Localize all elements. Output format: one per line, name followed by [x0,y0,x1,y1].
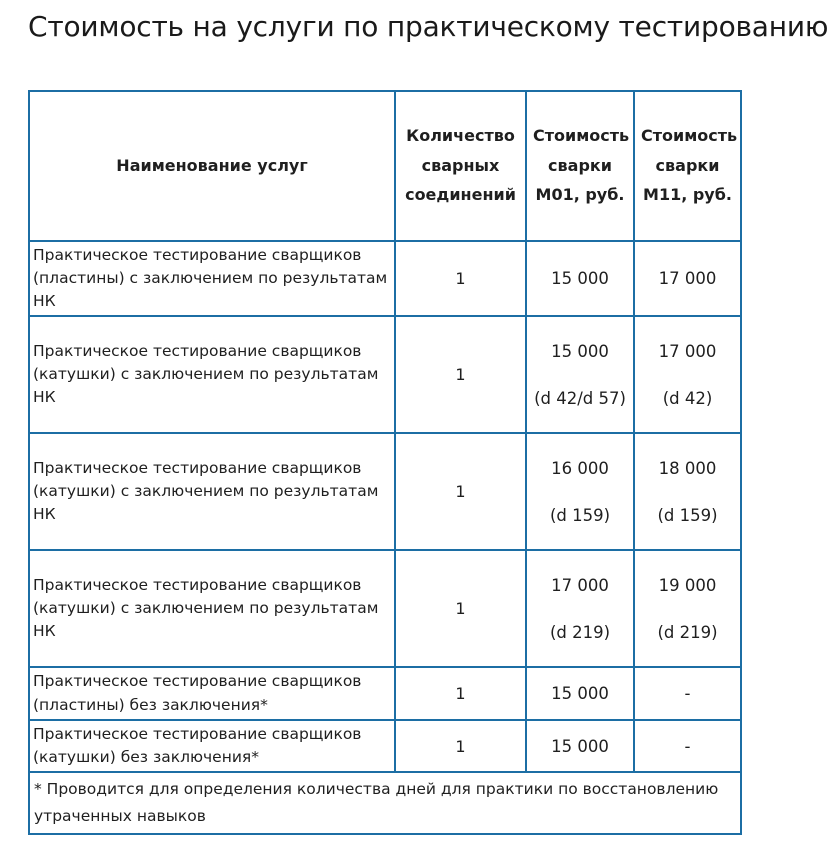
price-m01-cell [526,550,634,667]
header-row [29,91,741,241]
table-row [29,550,741,667]
header-qty-joints: Количество сварных соединений [395,91,526,241]
price-m11-cell: 17 000 [634,241,741,317]
price-m11-cell [634,433,741,550]
qty-cell: 1 [395,667,526,720]
price-m01-cell [526,433,634,550]
qty-cell: 1 [395,316,526,433]
price-m01-cell [526,316,634,433]
header-price-m01: Стоимость сварки М01, руб. [526,91,634,241]
pricing-table [28,90,742,835]
price-m11-cell: - [634,667,741,720]
table-row [29,667,741,720]
table-row [29,433,741,550]
price-note: (d 219) [549,622,611,642]
footnote-cell: * Проводится для определения количества дней для практики по восстановлению утраченных навыков [29,772,741,833]
price-m11-cell [634,316,741,433]
price-note: (d 159) [657,505,718,525]
service-name-cell: Практическое тестирование сварщиков (пластины) без заключения* [29,667,395,720]
price-m11-cell: - [634,720,741,773]
price-value: 19 000 [658,575,717,595]
price-note: (d 219) [657,622,718,642]
header-service-name: Наименование услуг [29,91,395,241]
header-price-m11: Стоимость сварки М11, руб. [634,91,741,241]
price-value: 16 000 [551,458,609,478]
price-note: (d 42/d 57) [534,388,626,408]
table-header [29,91,741,241]
footnote-row [29,772,741,833]
qty-cell: 1 [395,241,526,317]
price-value: 18 000 [658,458,717,478]
table-body [29,241,741,834]
price-m01-cell: 15 000 [526,241,634,317]
qty-cell: 1 [395,433,526,550]
price-note: (d 42) [662,388,713,408]
qty-cell: 1 [395,550,526,667]
page-title: Стоимость на услуги по практическому тестированию [28,10,829,43]
service-name-cell: Практическое тестирование сварщиков (катушки) с заключением по результатам НК [29,550,395,667]
qty-cell: 1 [395,720,526,773]
price-value: 15 000 [551,341,609,361]
table-row [29,720,741,773]
price-m11-cell [634,550,741,667]
table-row [29,241,741,317]
price-m01-cell: 15 000 [526,667,634,720]
table-row [29,316,741,433]
service-name-cell: Практическое тестирование сварщиков (катушки) с заключением по результатам НК [29,433,395,550]
service-name-cell: Практическое тестирование сварщиков (катушки) без заключения* [29,720,395,773]
price-value: 17 000 [658,341,717,361]
service-name-cell: Практическое тестирование сварщиков (катушки) с заключением по результатам НК [29,316,395,433]
service-name-cell: Практическое тестирование сварщиков (пластины) с заключением по результатам НК [29,241,395,317]
price-note: (d 159) [549,505,611,525]
price-m01-cell: 15 000 [526,720,634,773]
price-value: 17 000 [551,575,609,595]
